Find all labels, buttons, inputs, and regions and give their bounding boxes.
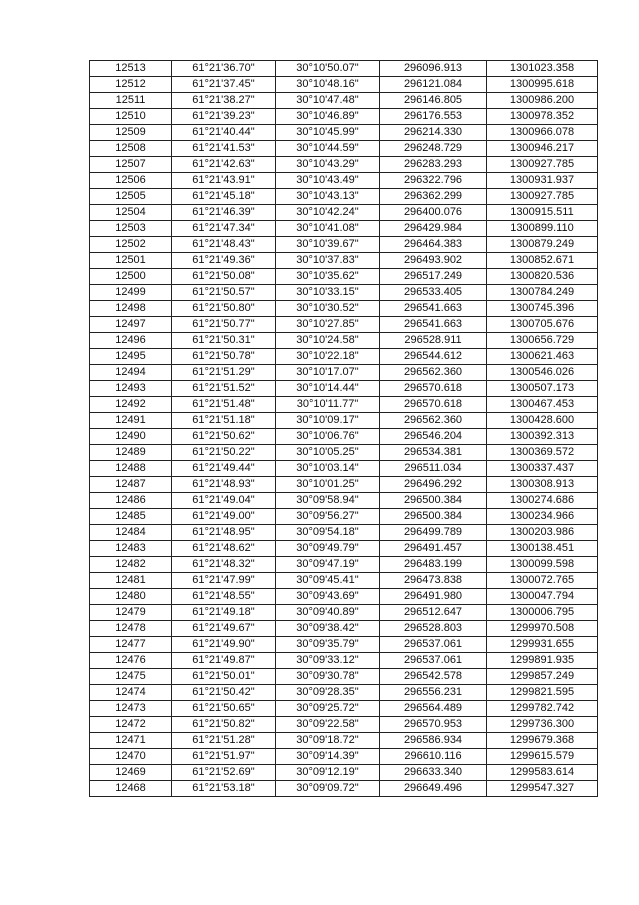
table-row (90, 477, 598, 493)
latitude-cell: 61°21'45.18" (172, 189, 276, 205)
table-row (90, 461, 598, 477)
y-coordinate-cell: 1300337.437 (487, 461, 598, 477)
y-coordinate-cell: 1299615.579 (487, 749, 598, 765)
x-coordinate-cell: 296096.913 (380, 61, 487, 77)
longitude-cell: 30°09'47.19" (276, 557, 380, 573)
point-number-cell: 12473 (90, 701, 172, 717)
x-coordinate-cell: 296500.384 (380, 493, 487, 509)
latitude-cell: 61°21'38.27" (172, 93, 276, 109)
x-coordinate-cell: 296491.457 (380, 541, 487, 557)
point-number-cell: 12477 (90, 637, 172, 653)
longitude-cell: 30°10'33.15" (276, 285, 380, 301)
x-coordinate-cell: 296483.199 (380, 557, 487, 573)
longitude-cell: 30°10'24.58" (276, 333, 380, 349)
table-row (90, 397, 598, 413)
latitude-cell: 61°21'42.63" (172, 157, 276, 173)
longitude-cell: 30°10'42.24" (276, 205, 380, 221)
table-row (90, 557, 598, 573)
y-coordinate-cell: 1299821.595 (487, 685, 598, 701)
longitude-cell: 30°10'50.07" (276, 61, 380, 77)
x-coordinate-cell: 296570.618 (380, 381, 487, 397)
y-coordinate-cell: 1299583.614 (487, 765, 598, 781)
point-number-cell: 12512 (90, 77, 172, 93)
point-number-cell: 12511 (90, 93, 172, 109)
y-coordinate-cell: 1300234.966 (487, 509, 598, 525)
longitude-cell: 30°09'38.42" (276, 621, 380, 637)
longitude-cell: 30°09'09.72" (276, 781, 380, 797)
y-coordinate-cell: 1300705.676 (487, 317, 598, 333)
y-coordinate-cell: 1299931.655 (487, 637, 598, 653)
table-row (90, 237, 598, 253)
longitude-cell: 30°09'30.78" (276, 669, 380, 685)
table-row (90, 605, 598, 621)
table-row (90, 717, 598, 733)
latitude-cell: 61°21'48.95" (172, 525, 276, 541)
latitude-cell: 61°21'50.65" (172, 701, 276, 717)
y-coordinate-cell: 1300784.249 (487, 285, 598, 301)
latitude-cell: 61°21'40.44" (172, 125, 276, 141)
x-coordinate-cell: 296649.496 (380, 781, 487, 797)
table-row (90, 493, 598, 509)
y-coordinate-cell: 1300507.173 (487, 381, 598, 397)
y-coordinate-cell: 1300428.600 (487, 413, 598, 429)
table-row (90, 685, 598, 701)
y-coordinate-cell: 1300392.313 (487, 429, 598, 445)
x-coordinate-cell: 296146.805 (380, 93, 487, 109)
latitude-cell: 61°21'41.53" (172, 141, 276, 157)
x-coordinate-cell: 296176.553 (380, 109, 487, 125)
x-coordinate-cell: 296473.838 (380, 573, 487, 589)
x-coordinate-cell: 296248.729 (380, 141, 487, 157)
longitude-cell: 30°10'39.67" (276, 237, 380, 253)
x-coordinate-cell: 296493.902 (380, 253, 487, 269)
point-number-cell: 12476 (90, 653, 172, 669)
x-coordinate-cell: 296491.980 (380, 589, 487, 605)
longitude-cell: 30°10'41.08" (276, 221, 380, 237)
point-number-cell: 12509 (90, 125, 172, 141)
latitude-cell: 61°21'50.78" (172, 349, 276, 365)
latitude-cell: 61°21'49.04" (172, 493, 276, 509)
point-number-cell: 12510 (90, 109, 172, 125)
y-coordinate-cell: 1299857.249 (487, 669, 598, 685)
table-row (90, 317, 598, 333)
latitude-cell: 61°21'50.31" (172, 333, 276, 349)
x-coordinate-cell: 296464.383 (380, 237, 487, 253)
point-number-cell: 12479 (90, 605, 172, 621)
point-number-cell: 12492 (90, 397, 172, 413)
latitude-cell: 61°21'50.01" (172, 669, 276, 685)
point-number-cell: 12500 (90, 269, 172, 285)
longitude-cell: 30°10'03.14" (276, 461, 380, 477)
y-coordinate-cell: 1300308.913 (487, 477, 598, 493)
longitude-cell: 30°09'45.41" (276, 573, 380, 589)
table-row (90, 509, 598, 525)
y-coordinate-cell: 1299970.508 (487, 621, 598, 637)
longitude-cell: 30°10'09.17" (276, 413, 380, 429)
longitude-cell: 30°10'30.52" (276, 301, 380, 317)
x-coordinate-cell: 296546.204 (380, 429, 487, 445)
x-coordinate-cell: 296528.803 (380, 621, 487, 637)
table-row (90, 765, 598, 781)
y-coordinate-cell: 1300274.686 (487, 493, 598, 509)
latitude-cell: 61°21'49.44" (172, 461, 276, 477)
latitude-cell: 61°21'48.62" (172, 541, 276, 557)
longitude-cell: 30°10'11.77" (276, 397, 380, 413)
latitude-cell: 61°21'37.45" (172, 77, 276, 93)
latitude-cell: 61°21'39.23" (172, 109, 276, 125)
y-coordinate-cell: 1300467.453 (487, 397, 598, 413)
longitude-cell: 30°10'17.07" (276, 365, 380, 381)
latitude-cell: 61°21'49.18" (172, 605, 276, 621)
table-row (90, 269, 598, 285)
longitude-cell: 30°10'43.49" (276, 173, 380, 189)
table-row (90, 189, 598, 205)
table-row (90, 173, 598, 189)
longitude-cell: 30°09'18.72" (276, 733, 380, 749)
table-row (90, 93, 598, 109)
table-row (90, 61, 598, 77)
y-coordinate-cell: 1300621.463 (487, 349, 598, 365)
latitude-cell: 61°21'51.97" (172, 749, 276, 765)
latitude-cell: 61°21'48.32" (172, 557, 276, 573)
table-row (90, 285, 598, 301)
x-coordinate-cell: 296362.299 (380, 189, 487, 205)
point-number-cell: 12472 (90, 717, 172, 733)
longitude-cell: 30°09'58.94" (276, 493, 380, 509)
table-row (90, 429, 598, 445)
point-number-cell: 12506 (90, 173, 172, 189)
point-number-cell: 12488 (90, 461, 172, 477)
latitude-cell: 61°21'46.39" (172, 205, 276, 221)
table-row (90, 205, 598, 221)
x-coordinate-cell: 296544.612 (380, 349, 487, 365)
coordinates-table-body (90, 61, 598, 797)
longitude-cell: 30°10'46.89" (276, 109, 380, 125)
y-coordinate-cell: 1300203.986 (487, 525, 598, 541)
y-coordinate-cell: 1299736.300 (487, 717, 598, 733)
table-row (90, 749, 598, 765)
y-coordinate-cell: 1300927.785 (487, 189, 598, 205)
x-coordinate-cell: 296541.663 (380, 317, 487, 333)
latitude-cell: 61°21'48.43" (172, 237, 276, 253)
latitude-cell: 61°21'49.90" (172, 637, 276, 653)
point-number-cell: 12497 (90, 317, 172, 333)
y-coordinate-cell: 1299782.742 (487, 701, 598, 717)
table-row (90, 77, 598, 93)
table-row (90, 637, 598, 653)
x-coordinate-cell: 296499.789 (380, 525, 487, 541)
longitude-cell: 30°09'14.39" (276, 749, 380, 765)
x-coordinate-cell: 296121.084 (380, 77, 487, 93)
point-number-cell: 12483 (90, 541, 172, 557)
y-coordinate-cell: 1300546.026 (487, 365, 598, 381)
longitude-cell: 30°10'01.25" (276, 477, 380, 493)
table-row (90, 125, 598, 141)
x-coordinate-cell: 296564.489 (380, 701, 487, 717)
table-row (90, 669, 598, 685)
x-coordinate-cell: 296322.796 (380, 173, 487, 189)
x-coordinate-cell: 296400.076 (380, 205, 487, 221)
coordinates-table (89, 60, 598, 797)
longitude-cell: 30°09'25.72" (276, 701, 380, 717)
point-number-cell: 12505 (90, 189, 172, 205)
latitude-cell: 61°21'51.29" (172, 365, 276, 381)
x-coordinate-cell: 296562.360 (380, 413, 487, 429)
latitude-cell: 61°21'51.28" (172, 733, 276, 749)
longitude-cell: 30°10'37.83" (276, 253, 380, 269)
point-number-cell: 12478 (90, 621, 172, 637)
y-coordinate-cell: 1300820.536 (487, 269, 598, 285)
point-number-cell: 12469 (90, 765, 172, 781)
x-coordinate-cell: 296214.330 (380, 125, 487, 141)
longitude-cell: 30°09'56.27" (276, 509, 380, 525)
y-coordinate-cell: 1300879.249 (487, 237, 598, 253)
y-coordinate-cell: 1300986.200 (487, 93, 598, 109)
latitude-cell: 61°21'49.87" (172, 653, 276, 669)
latitude-cell: 61°21'47.34" (172, 221, 276, 237)
x-coordinate-cell: 296496.292 (380, 477, 487, 493)
table-row (90, 733, 598, 749)
longitude-cell: 30°09'35.79" (276, 637, 380, 653)
point-number-cell: 12484 (90, 525, 172, 541)
table-row (90, 253, 598, 269)
x-coordinate-cell: 296537.061 (380, 653, 487, 669)
longitude-cell: 30°10'06.76" (276, 429, 380, 445)
point-number-cell: 12493 (90, 381, 172, 397)
point-number-cell: 12491 (90, 413, 172, 429)
x-coordinate-cell: 296511.034 (380, 461, 487, 477)
point-number-cell: 12513 (90, 61, 172, 77)
y-coordinate-cell: 1300927.785 (487, 157, 598, 173)
table-row (90, 157, 598, 173)
y-coordinate-cell: 1299891.935 (487, 653, 598, 669)
latitude-cell: 61°21'48.93" (172, 477, 276, 493)
point-number-cell: 12490 (90, 429, 172, 445)
point-number-cell: 12498 (90, 301, 172, 317)
table-row (90, 525, 598, 541)
latitude-cell: 61°21'47.99" (172, 573, 276, 589)
longitude-cell: 30°09'43.69" (276, 589, 380, 605)
latitude-cell: 61°21'50.82" (172, 717, 276, 733)
point-number-cell: 12485 (90, 509, 172, 525)
point-number-cell: 12475 (90, 669, 172, 685)
table-row (90, 381, 598, 397)
y-coordinate-cell: 1300946.217 (487, 141, 598, 157)
longitude-cell: 30°10'35.62" (276, 269, 380, 285)
x-coordinate-cell: 296283.293 (380, 157, 487, 173)
latitude-cell: 61°21'50.80" (172, 301, 276, 317)
longitude-cell: 30°10'43.13" (276, 189, 380, 205)
point-number-cell: 12503 (90, 221, 172, 237)
latitude-cell: 61°21'49.36" (172, 253, 276, 269)
y-coordinate-cell: 1300915.511 (487, 205, 598, 221)
point-number-cell: 12495 (90, 349, 172, 365)
latitude-cell: 61°21'49.00" (172, 509, 276, 525)
longitude-cell: 30°10'48.16" (276, 77, 380, 93)
y-coordinate-cell: 1300745.396 (487, 301, 598, 317)
table-row (90, 109, 598, 125)
y-coordinate-cell: 1300966.078 (487, 125, 598, 141)
latitude-cell: 61°21'50.08" (172, 269, 276, 285)
latitude-cell: 61°21'52.69" (172, 765, 276, 781)
latitude-cell: 61°21'51.48" (172, 397, 276, 413)
y-coordinate-cell: 1300656.729 (487, 333, 598, 349)
x-coordinate-cell: 296556.231 (380, 685, 487, 701)
point-number-cell: 12471 (90, 733, 172, 749)
y-coordinate-cell: 1300978.352 (487, 109, 598, 125)
y-coordinate-cell: 1300138.451 (487, 541, 598, 557)
point-number-cell: 12480 (90, 589, 172, 605)
x-coordinate-cell: 296537.061 (380, 637, 487, 653)
table-row (90, 301, 598, 317)
table-row (90, 701, 598, 717)
table-row (90, 365, 598, 381)
x-coordinate-cell: 296570.618 (380, 397, 487, 413)
point-number-cell: 12468 (90, 781, 172, 797)
table-row (90, 573, 598, 589)
table-row (90, 141, 598, 157)
table-row (90, 621, 598, 637)
y-coordinate-cell: 1300047.794 (487, 589, 598, 605)
y-coordinate-cell: 1300006.795 (487, 605, 598, 621)
latitude-cell: 61°21'50.77" (172, 317, 276, 333)
table-row (90, 589, 598, 605)
x-coordinate-cell: 296541.663 (380, 301, 487, 317)
latitude-cell: 61°21'50.62" (172, 429, 276, 445)
latitude-cell: 61°21'49.67" (172, 621, 276, 637)
latitude-cell: 61°21'36.70" (172, 61, 276, 77)
longitude-cell: 30°09'33.12" (276, 653, 380, 669)
latitude-cell: 61°21'50.57" (172, 285, 276, 301)
longitude-cell: 30°10'45.99" (276, 125, 380, 141)
x-coordinate-cell: 296512.647 (380, 605, 487, 621)
table-row (90, 653, 598, 669)
point-number-cell: 12482 (90, 557, 172, 573)
x-coordinate-cell: 296610.116 (380, 749, 487, 765)
point-number-cell: 12504 (90, 205, 172, 221)
latitude-cell: 61°21'43.91" (172, 173, 276, 189)
point-number-cell: 12487 (90, 477, 172, 493)
y-coordinate-cell: 1299547.327 (487, 781, 598, 797)
x-coordinate-cell: 296570.953 (380, 717, 487, 733)
latitude-cell: 61°21'53.18" (172, 781, 276, 797)
longitude-cell: 30°09'22.58" (276, 717, 380, 733)
table-row (90, 413, 598, 429)
y-coordinate-cell: 1300369.572 (487, 445, 598, 461)
point-number-cell: 12499 (90, 285, 172, 301)
point-number-cell: 12508 (90, 141, 172, 157)
longitude-cell: 30°10'14.44" (276, 381, 380, 397)
longitude-cell: 30°10'43.29" (276, 157, 380, 173)
x-coordinate-cell: 296517.249 (380, 269, 487, 285)
longitude-cell: 30°09'54.18" (276, 525, 380, 541)
table-row (90, 221, 598, 237)
x-coordinate-cell: 296429.984 (380, 221, 487, 237)
latitude-cell: 61°21'51.52" (172, 381, 276, 397)
point-number-cell: 12496 (90, 333, 172, 349)
x-coordinate-cell: 296542.578 (380, 669, 487, 685)
point-number-cell: 12486 (90, 493, 172, 509)
x-coordinate-cell: 296500.384 (380, 509, 487, 525)
point-number-cell: 12474 (90, 685, 172, 701)
point-number-cell: 12489 (90, 445, 172, 461)
y-coordinate-cell: 1300931.937 (487, 173, 598, 189)
x-coordinate-cell: 296528.911 (380, 333, 487, 349)
longitude-cell: 30°09'12.19" (276, 765, 380, 781)
latitude-cell: 61°21'48.55" (172, 589, 276, 605)
longitude-cell: 30°09'28.35" (276, 685, 380, 701)
point-number-cell: 12501 (90, 253, 172, 269)
latitude-cell: 61°21'50.22" (172, 445, 276, 461)
point-number-cell: 12494 (90, 365, 172, 381)
x-coordinate-cell: 296533.405 (380, 285, 487, 301)
x-coordinate-cell: 296562.360 (380, 365, 487, 381)
y-coordinate-cell: 1301023.358 (487, 61, 598, 77)
longitude-cell: 30°10'22.18" (276, 349, 380, 365)
y-coordinate-cell: 1300099.598 (487, 557, 598, 573)
y-coordinate-cell: 1300072.765 (487, 573, 598, 589)
table-row (90, 445, 598, 461)
longitude-cell: 30°10'44.59" (276, 141, 380, 157)
x-coordinate-cell: 296586.934 (380, 733, 487, 749)
latitude-cell: 61°21'50.42" (172, 685, 276, 701)
table-row (90, 541, 598, 557)
longitude-cell: 30°10'47.48" (276, 93, 380, 109)
latitude-cell: 61°21'51.18" (172, 413, 276, 429)
y-coordinate-cell: 1300852.671 (487, 253, 598, 269)
longitude-cell: 30°09'49.79" (276, 541, 380, 557)
longitude-cell: 30°10'27.85" (276, 317, 380, 333)
point-number-cell: 12470 (90, 749, 172, 765)
y-coordinate-cell: 1300899.110 (487, 221, 598, 237)
point-number-cell: 12502 (90, 237, 172, 253)
y-coordinate-cell: 1300995.618 (487, 77, 598, 93)
longitude-cell: 30°09'40.89" (276, 605, 380, 621)
x-coordinate-cell: 296633.340 (380, 765, 487, 781)
y-coordinate-cell: 1299679.368 (487, 733, 598, 749)
table-row (90, 349, 598, 365)
point-number-cell: 12481 (90, 573, 172, 589)
x-coordinate-cell: 296534.381 (380, 445, 487, 461)
longitude-cell: 30°10'05.25" (276, 445, 380, 461)
table-row (90, 781, 598, 797)
point-number-cell: 12507 (90, 157, 172, 173)
table-row (90, 333, 598, 349)
